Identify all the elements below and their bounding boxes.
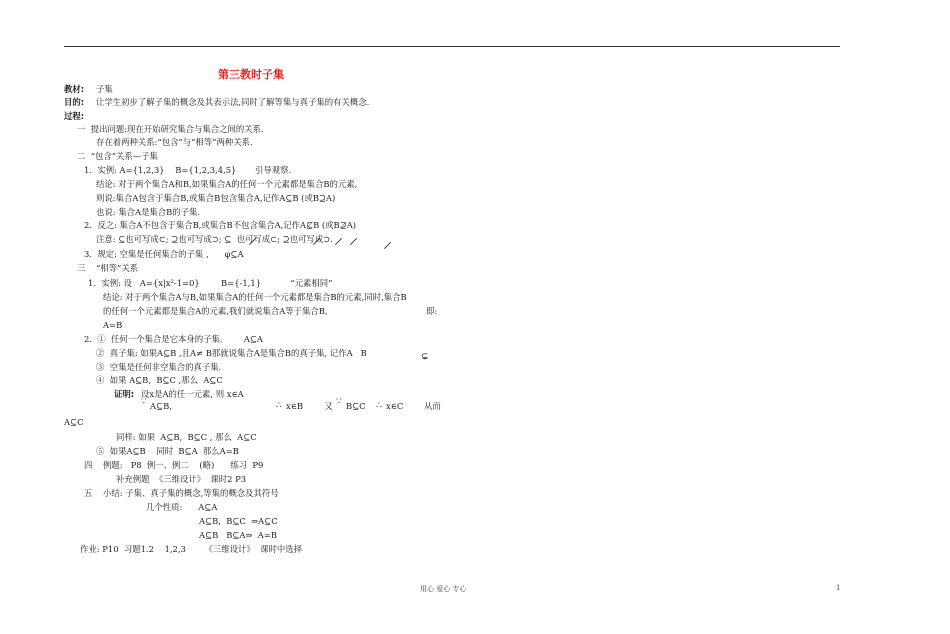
- homework-line: 作业: P10 习题1.2 1,2,3 《三维设计》 课时中选择: [80, 544, 302, 554]
- text-line: ④ 如果 A⊆B, B⊆C ,那么 A⊆C: [96, 375, 223, 385]
- section-one: 一 提出问题:现在开始研究集合与集合之间的关系.: [77, 124, 264, 134]
- section-four: 四 例题: P8 例一、例二 (略) 练习 P9: [84, 460, 264, 470]
- text-line: 几个性质: A⊆A: [146, 502, 218, 512]
- therefore-icon: ∴: [376, 401, 381, 411]
- text-line: ② 真子集: 如果A⊆B ,且A≠ B那就说集合A是集合B的真子集, 记作A B: [96, 348, 367, 358]
- page-title: 第三教时子集: [218, 68, 284, 81]
- text-line: 补充例题 《三维设计》 课时2 P3: [116, 474, 247, 484]
- header-rule: [64, 46, 840, 47]
- therefore-icon: ∴: [276, 401, 281, 411]
- section-two: 二 “包含”关系—子集: [77, 151, 158, 161]
- text-line: 的任何一个元素都是集合A的元素,我们就说集合A等于集合B,: [103, 306, 328, 316]
- text-line: 则说:集合A包含于集合B,或集合B包含集合A,记作A⊆B (或B⊇A): [96, 193, 336, 203]
- text-line: 从而: [424, 401, 441, 411]
- text-line: A⊆C: [64, 417, 84, 427]
- proper-subset-symbol: ⊊: [421, 352, 429, 362]
- text-line: x∈B 又: [286, 401, 333, 411]
- text-line: 设x是A的任一元素, 则 x∈A: [141, 389, 244, 399]
- section-three: 三 “相等”关系: [77, 263, 139, 273]
- text-line: A=B: [103, 320, 123, 330]
- slash-mark: [335, 238, 342, 245]
- text-line: A⊆B, B⊆C ⇒A⊆C: [199, 516, 278, 526]
- text-line: A⊆B,: [150, 401, 172, 411]
- mudi-text: 让学生初步了解子集的概念及其表示法,同时了解等集与真子集的有关概念.: [96, 97, 370, 107]
- proof-label: 证明:: [114, 389, 135, 399]
- text-line: x∈C: [386, 401, 404, 411]
- page-footer: 用心 爱心 专心: [420, 585, 467, 593]
- text-line: ⑤ 如果A⊆B 同时 B⊆A 那么A=B: [96, 446, 239, 456]
- slash-mark: [350, 238, 357, 245]
- slash-mark: [384, 242, 391, 249]
- jiaocai-label: 教材:: [64, 84, 85, 94]
- because-icon: ∵: [141, 397, 146, 407]
- mudi-label: 目的:: [64, 97, 85, 107]
- text-line: 2. 反之: 集合A不包含于集合B,或集合B不包含集合A,记作A⊈B (或B⊉A): [84, 220, 357, 230]
- text-line: A⊆B B⊆A⇒ A=B: [199, 530, 277, 540]
- text-line: 即:: [426, 306, 438, 316]
- jiaocai-text: 子集: [96, 84, 113, 94]
- text-line: 结论: 对于两个集合A和B,如果集合A的任何一个元素都是集合B的元素,: [96, 179, 358, 189]
- section-five: 五 小结: 子集、真子集的概念,等集的概念及其符号: [84, 488, 279, 498]
- guocheng-label: 过程:: [64, 111, 85, 121]
- text-line: 注意: ⊆也可写成⊂; ⊇也可写成⊃; ⊆ 也可写成⊂; ⊇也可写成⊃.: [96, 234, 333, 244]
- text-line: 1. 实例: A={1,2,3} B={1,2,3,4,5} 引导观察.: [84, 165, 292, 175]
- page-number: 1: [836, 584, 841, 592]
- text-line: 也说: 集合A是集合B的子集.: [96, 207, 201, 217]
- text-line: 同样: 如果 A⊆B, B⊆C , 那么 A⊆C: [116, 432, 257, 442]
- text-line: ③ 空集是任何非空集合的真子集.: [96, 362, 222, 372]
- text-line: B⊆C: [346, 401, 366, 411]
- because-icon: ∵: [336, 397, 341, 407]
- text-line: 结论: 对于两个集合A与B,如果集合A的任何一个元素都是集合B的元素,同时,集合B: [103, 292, 407, 302]
- text-line: 2. ① 任何一个集合是它本身的子集. A⊆A: [84, 334, 263, 344]
- text-line: 3. 规定: 空集是任何集合的子集 , φ⊆A: [84, 249, 244, 259]
- text-line: 1. 实例: 设 A={x|x²-1=0} B={-1,1} “元素相同”: [88, 278, 333, 288]
- text-line: 存在着两种关系:“包含”与“相等”两种关系.: [96, 137, 253, 147]
